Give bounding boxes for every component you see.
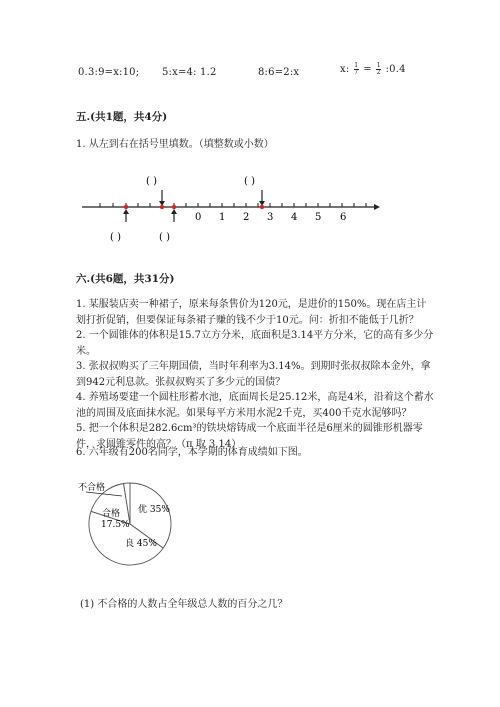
paren-blank-top-1: ( ) <box>146 176 157 187</box>
equation-1: 0.3:9=x:10; <box>78 67 140 78</box>
label-fail: 不合格 <box>78 483 106 493</box>
equation-4-prefix: x: <box>340 64 350 75</box>
section-6-title: 六.(共6题，共31分) <box>76 273 175 285</box>
fraction-one-half <box>376 63 381 76</box>
sub-question-1: (1) 不合格的人数占全年级总人数的百分之几？ <box>80 599 288 610</box>
paren-blank-bottom-1: ( ) <box>110 232 121 243</box>
axis-arrow-icon <box>374 204 380 210</box>
arrow-up-icon <box>123 209 129 214</box>
tick-label-1: 1 <box>219 212 226 223</box>
paren-blank-bottom-2: ( ) <box>159 232 170 243</box>
point-marker-2 <box>160 205 164 209</box>
equation-2: 5:x=4: 1.2 <box>162 67 217 78</box>
section-5-question-1: 1. 从左到右在括号里填数。（填整数或小数） <box>76 139 274 150</box>
section-6-question-3: 3. 张叔叔购买了三年期国债，当时年利率为3.14%。到期时张叔叔除本金外，拿到942元利息款。张叔叔购买了多少元的国债？ <box>76 361 431 388</box>
equation-4 <box>340 63 406 76</box>
point-marker-4 <box>260 205 264 209</box>
label-good: 良 45% <box>125 539 157 549</box>
equation-3: 8:6=2:x <box>258 67 300 78</box>
tick-label-2: 2 <box>243 212 250 223</box>
fraction-denominator: 2 <box>376 69 381 76</box>
fraction-one-seventh <box>354 63 359 76</box>
tick-label-0: 0 <box>195 212 202 223</box>
fraction-numerator: 1 <box>376 62 381 69</box>
arrow-up-icon <box>171 209 177 214</box>
pie-chart <box>70 476 190 576</box>
point-marker-1 <box>124 205 128 209</box>
section-6-question-4: 4. 养殖场要建一个圆柱形蓄水池，底面周长是25.12米，高是4米，沿着这个蓄水池的周围及底面抹水泥。如果每平方米用水泥2千克，买400千克水泥够吗？ <box>76 392 434 419</box>
label-excellent: 优 35% <box>138 505 170 515</box>
tick-marks <box>100 203 366 207</box>
point-marker-3 <box>172 205 176 209</box>
tick-label-5: 5 <box>315 212 322 223</box>
section-6-question-2: 2. 一个圆锥体的体积是15.7立方分米，底面积是3.14平方分米，它的高有多少分米。 <box>76 330 434 357</box>
number-line-figure <box>0 170 500 250</box>
equation-4-suffix: :0.4 <box>385 64 406 75</box>
equation-4-equals: = <box>363 64 372 75</box>
fraction-denominator: 7 <box>354 69 359 76</box>
label-pass: 合格 <box>102 509 121 519</box>
section-6-question-1: 1. 某服装店卖一种裙子，原来每条售价为120元，是进价的150%。现在店主计划打折促销，但要保证每条裙子赚的钱不少于10元。问：折扣不能低于几折？ <box>76 299 427 326</box>
fraction-numerator: 1 <box>354 62 359 69</box>
tick-label-6: 6 <box>340 212 347 223</box>
paren-blank-top-2: ( ) <box>244 176 255 187</box>
section-6-question-6: 6. 六年级有200名同学，本学期的体育成绩如下图。 <box>76 447 308 458</box>
tick-label-4: 4 <box>291 212 298 223</box>
section-5-title: 五.(共1题，共4分) <box>76 111 168 123</box>
label-pass-pct: 17.5% <box>101 520 130 530</box>
section-6-question-5: 5. 把一个体积是282.6cm³的铁块熔铸成一个底面半径是6厘米的圆锥形机器零件，求圆锥零件的高？（π 取 3.14） <box>76 423 423 450</box>
tick-label-3: 3 <box>267 212 274 223</box>
